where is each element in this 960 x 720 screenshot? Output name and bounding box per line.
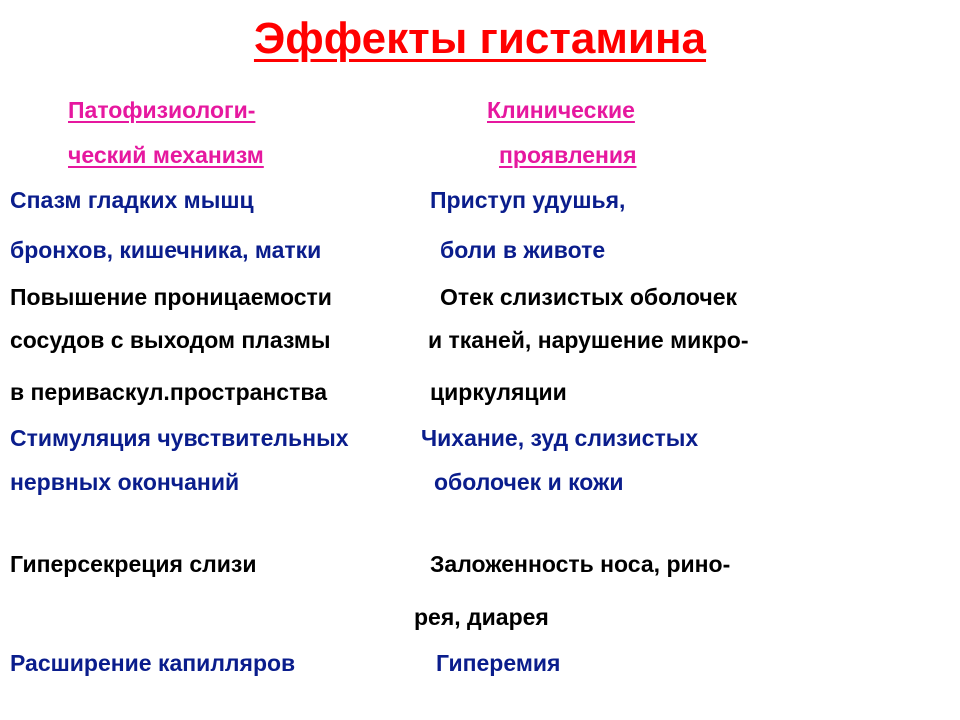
row-3-right: и тканей, нарушение микро- — [428, 327, 749, 353]
row-8-right: рея, диарея — [414, 604, 549, 630]
row-0-left: Спазм гладких мышц — [10, 187, 254, 213]
row-1-left: бронхов, кишечника, матки — [10, 237, 322, 263]
header-left-line1: Патофизиологи- — [68, 97, 256, 123]
row-0-right: Приступ удушья, — [430, 187, 626, 213]
row-2-left: Повышение проницаемости — [10, 284, 332, 310]
row-9-left: Расширение капилляров — [10, 650, 296, 676]
row-2-right: Отек слизистых оболочек — [440, 284, 738, 310]
row-6-right: оболочек и кожи — [434, 469, 624, 495]
row-7-left: Гиперсекреция слизи — [10, 551, 257, 577]
row-6-left: нервных окончаний — [10, 469, 240, 495]
row-1-right: боли в животе — [440, 237, 606, 263]
row-7-right: Заложенность носа, рино- — [430, 551, 731, 577]
row-3-left: сосудов с выходом плазмы — [10, 327, 331, 353]
header-right-line2: проявления — [499, 142, 637, 168]
row-5-right: Чихание, зуд слизистых — [421, 425, 699, 451]
row-9-right: Гиперемия — [436, 650, 561, 676]
row-5-left: Стимуляция чувствительных — [10, 425, 349, 451]
header-right-line1: Клинические — [487, 97, 635, 123]
row-4-right: циркуляции — [430, 379, 567, 405]
slide-title: Эффекты гистамина — [253, 14, 707, 63]
header-left-line2: ческий механизм — [68, 142, 264, 168]
row-4-left: в периваскул.пространства — [10, 379, 327, 405]
